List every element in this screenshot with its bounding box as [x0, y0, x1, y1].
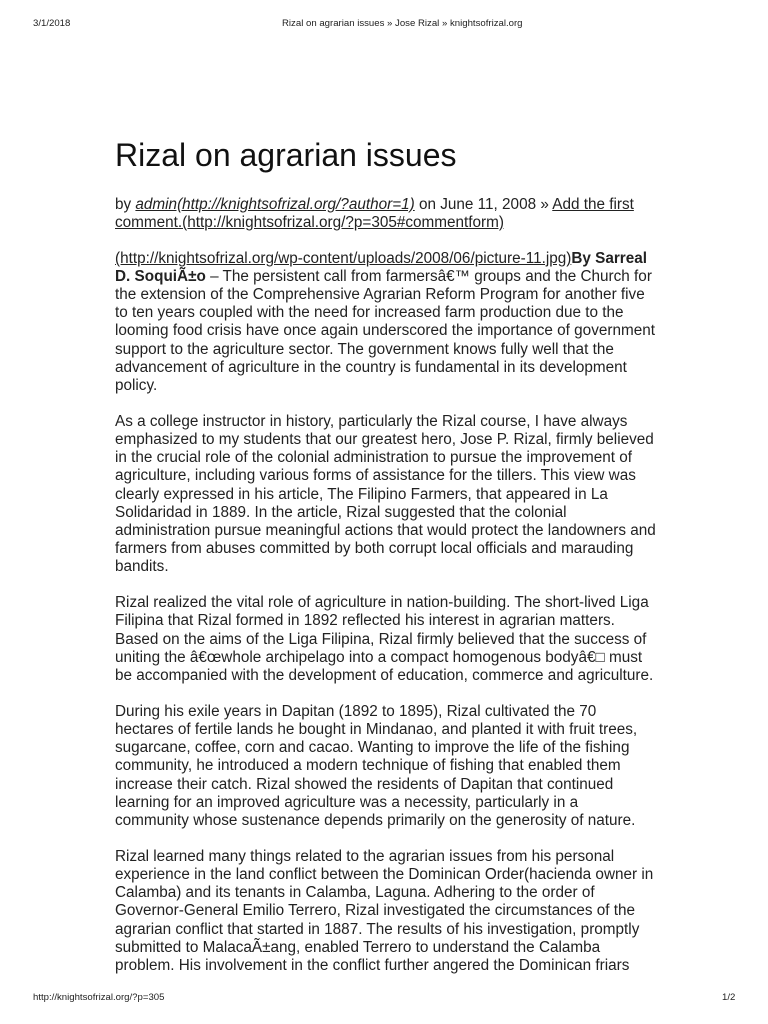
paragraph-line: to ten years coupled with the need for increased farm production due to the [115, 304, 624, 322]
comment-link[interactable]: comment.(http://knightsofrizal.org/?p=305#commentform) [115, 213, 504, 231]
paragraph-line: Governor-General Emilio Terrero, Rizal investigated the circumstances of the [115, 902, 636, 920]
paragraph [115, 703, 675, 830]
image-link[interactable]: (http://knightsofrizal.org/wp-content/uploads/2008/06/picture-11.jpg) [115, 249, 572, 267]
paragraph [115, 413, 675, 576]
paragraph-line: hectares of fertile lands he bought in Mindanao, and planted it with fruit trees, [115, 721, 638, 739]
paragraph-line: uniting the â€œwhole archipelago into a compact homogenous bodyâ€□ must [115, 648, 643, 666]
paragraph-line: During his exile years in Dapitan (1892 to 1895), Rizal cultivated the 70 [115, 703, 597, 720]
paragraph-line [115, 250, 675, 268]
paragraph-line: agriculture, including various forms of assistance for the tillers. This view was [115, 467, 636, 485]
print-page-number: 1/2 [722, 992, 736, 1003]
byline-line [115, 196, 675, 214]
author-credit: D. SoquiÃ±o [115, 268, 206, 285]
paragraph-line: be accompanied with the development of education, commerce and agriculture. [115, 666, 654, 684]
paragraph-line: support to the agriculture sector. The government knows fully well that the [115, 340, 614, 358]
paragraph-line: Based on the aims of the Liga Filipina, Rizal firmly believed that the success of [115, 630, 647, 648]
paragraph-line: As a college instructor in history, particularly the Rizal course, I have always [115, 413, 628, 430]
paragraph-line: policy. [115, 376, 158, 394]
paragraph-line: problem. His involvement in the conflict further angered the Dominican friars [115, 956, 630, 974]
paragraph [115, 594, 675, 685]
paragraph-line: in the crucial role of the colonial administration to pursue the improvement of [115, 449, 632, 467]
paragraph-line: increase their catch. Rizal showed the residents of Dapitan that continued [115, 775, 614, 793]
paragraph-line: the extension of the Comprehensive Agrarian Reform Program for another five [115, 286, 645, 304]
print-page-title: Rizal on agrarian issues » Jose Rizal » knightsofrizal.org [282, 18, 523, 29]
paragraph-line: looming food crisis have once again underscored the importance of government [115, 322, 655, 340]
intro-paragraph [115, 250, 675, 395]
paragraph-line: agrarian conflict that started in 1887. The results of his investigation, promptly [115, 920, 640, 938]
paragraph-line: experience in the land conflict between the Dominican Order(hacienda owner in [115, 866, 654, 884]
paragraph-line: farmers from abuses committed by both corrupt local officials and marauding [115, 539, 634, 557]
article [115, 136, 675, 975]
paragraph [115, 848, 675, 975]
paragraph-line: community whose sustenance depends primarily on the generosity of nature. [115, 811, 636, 829]
paragraph-line: Solidaridad in 1889. In the article, Rizal suggested that the colonial [115, 503, 567, 521]
paragraph-line [115, 268, 675, 286]
paragraph-line: Rizal realized the vital role of agriculture in nation-building. The short-lived Liga [115, 594, 649, 612]
paragraph-line: advancement of agriculture in the country is fundamental in its development [115, 358, 627, 376]
author-credit: By Sarreal [571, 249, 648, 267]
comment-link[interactable]: Add the first [552, 195, 634, 213]
print-url: http://knightsofrizal.org/?p=305 [33, 992, 165, 1003]
paragraph-line: submitted to MalacaÃ±ang, enabled Terrero to understand the Calamba [115, 938, 601, 956]
article-title: Rizal on agrarian issues [115, 137, 457, 173]
paragraph-line: Rizal learned many things related to the agrarian issues from his personal [115, 848, 615, 865]
print-date: 3/1/2018 [33, 18, 71, 29]
paragraph-line: bandits. [115, 558, 169, 575]
paragraph-line: learning for an improved agriculture was a necessity, particularly in a [115, 793, 579, 811]
paragraph-line: clearly expressed in his article, The Filipino Farmers, that appeared in La [115, 485, 608, 503]
byline [115, 196, 675, 232]
byline-line [115, 214, 675, 232]
paragraph-line: Calamba) and its tenants in Calamba, Laguna. Adhering to the order of [115, 884, 595, 902]
paragraph-line: Filipina that Rizal formed in 1892 reflected his interest in agrarian matters. [115, 612, 615, 630]
author-link[interactable]: admin(http://knightsofrizal.org/?author=1) [135, 195, 415, 213]
byline-date: on June 11, 2008 » [414, 195, 553, 213]
paragraph-line: emphasized to my students that our greatest hero, Jose P. Rizal, firmly believed [115, 431, 654, 449]
paragraph-text: – The persistent call from farmersâ€™ groups and the Church for [205, 268, 652, 285]
paragraph-line: community, he introduced a modern technique of fishing that enabled them [115, 757, 621, 775]
paragraph-line: sugarcane, coffee, corn and cacao. Wanting to improve the life of the fishing [115, 739, 630, 757]
paragraph-line: administration pursue meaningful actions that would protect the landowners and [115, 521, 656, 539]
byline-by: by [115, 195, 136, 213]
